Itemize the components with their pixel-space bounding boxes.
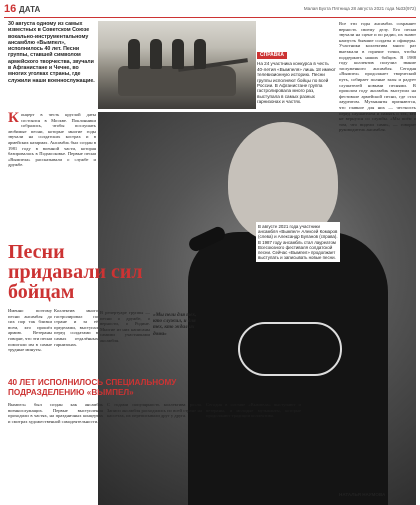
- section-label: ДАТА: [19, 5, 41, 14]
- body-column: Коллектив много гастролировал по стране и за её пределами, выступал перед солдатами в самых отдалённых гарнизонах.: [54, 308, 98, 347]
- body-column: [8, 112, 96, 168]
- reference-tag: СПРАВКА: [257, 52, 287, 59]
- reference-text: На 24 участника конкурса в честь 40-летия «Вымпеля» лишь 18 имеют телевизионную историю. Песни группы исполняют бойцы по всей России. В Афганистане группа гастролировала много раз, выступала в самых разных гарнизонах и частях.: [257, 61, 336, 105]
- drop-cap: К: [8, 110, 19, 126]
- pull-quote: «Мы пели для тех, кто служил, и для тех, кто ждал их дома»: [153, 312, 197, 337]
- body-column: Вымпел» был создан как ансамбль военнослужащих. Первые выступления проходили в частях, на праздничных концертах и смотрах художественной самодеятельности.: [8, 402, 103, 424]
- soldier-figure: [172, 39, 184, 69]
- soldier-figure: [128, 39, 140, 69]
- shirt-print: [238, 322, 342, 376]
- right-column: Все эти годы ансамбль сохраняет верность своему делу. Его песни звучали на сцене и по радио, их знают наизусть бывшие солдаты и офицеры. Участники коллектива много раз выезжали в горячие точки, чтобы поддержать наших бойцов. В 1988 году коллектив получил звание заслуженного ансамбля. Сегодня «Вымпел» продолжает творческий путь, собирает полные залы и радует слушателей новыми песнями. В прошлом году ансамбль выступил на фестивале армейской песни, где стал лауреатом. Музыканты признаются, что главное для них — честность перед слушателем и память о тех, кто не вернулся со службы. «Мы поём о том, что видели сами», — говорит руководитель ансамбля.: [339, 21, 416, 133]
- section-subhead: 40 ЛЕТ ИСПОЛНИЛОСЬ СПЕЦИАЛЬНОМУ ПОДРАЗДЕЛЕНИЮ «ВЫМПЕЛ»: [8, 378, 177, 397]
- soldier-figure: [194, 39, 206, 69]
- photo-caption: В августе 2021 года участники ансамбля «Вымпел» Алексей Комаров (слева) и Александр Буланов (справа). В 1987 году ансамбль стал лауреатом Всесоюзного фестиваля солдатской песни. Сейчас «Вымпел» продолжает выступать и записывать новые песни.: [256, 222, 340, 262]
- article-headline: Песни придавали сил бойцам: [8, 241, 143, 303]
- tank-shape: [118, 66, 236, 96]
- publication-info: Малая Бухта Пятница 28 августа 2021 года №33(972): [303, 6, 416, 11]
- singer-photo: [98, 112, 416, 505]
- page-number: 16: [4, 3, 17, 15]
- page-header: [4, 3, 416, 18]
- lead-paragraph: 30 августа одному из самых известных в Советском Союзе вокально-инструментальному ансамблю «Вымпел», исполнилось 40 лет. Песни группы, ставшей символом армейского творчества, звучали в Афганистане и Чечне, во многих уголках страны, где служили наши военнослужащие.: [8, 21, 95, 84]
- body-column: Именно поэтому песни ансамбля до сих пор так близки всем, кто прошёл армию. Ветераны говорят, что эти песни помогали им в самые трудные минуты.: [8, 308, 52, 353]
- body-column: С годами популярность коллектива росла. Записи ансамбля расходились по всей стране на кассетах, их переписывали друг у друга.: [107, 402, 202, 419]
- tank-photo: [98, 21, 256, 109]
- body-column: Сегодня в составе «Вымпела» выступают и ветераны, и молодые музыканты, которые продолжают традиции коллектива.: [206, 402, 301, 419]
- reference-box: [257, 52, 336, 105]
- soldier-figure: [150, 39, 162, 69]
- body-text: онцерт в честь круглой даты состоялся в Москве. Поклонники собрались, чтобы послушать любимые песни, которые многие годы звучали на солдатских кострах и в армейских казармах. Ансамбль был создан в 1981 году в военной части, которая базировалась в Подмосковье. Первые песни «Вымпела» рассказывали о службе и дружбе.: [8, 112, 96, 168]
- body-column: В репертуаре группы — песни о дружбе, о верности, о Родине. Многие из них написаны самими участниками ансамбля.: [100, 310, 150, 343]
- author-byline: НАТАЛЬЯ НАУМОВА: [339, 492, 386, 497]
